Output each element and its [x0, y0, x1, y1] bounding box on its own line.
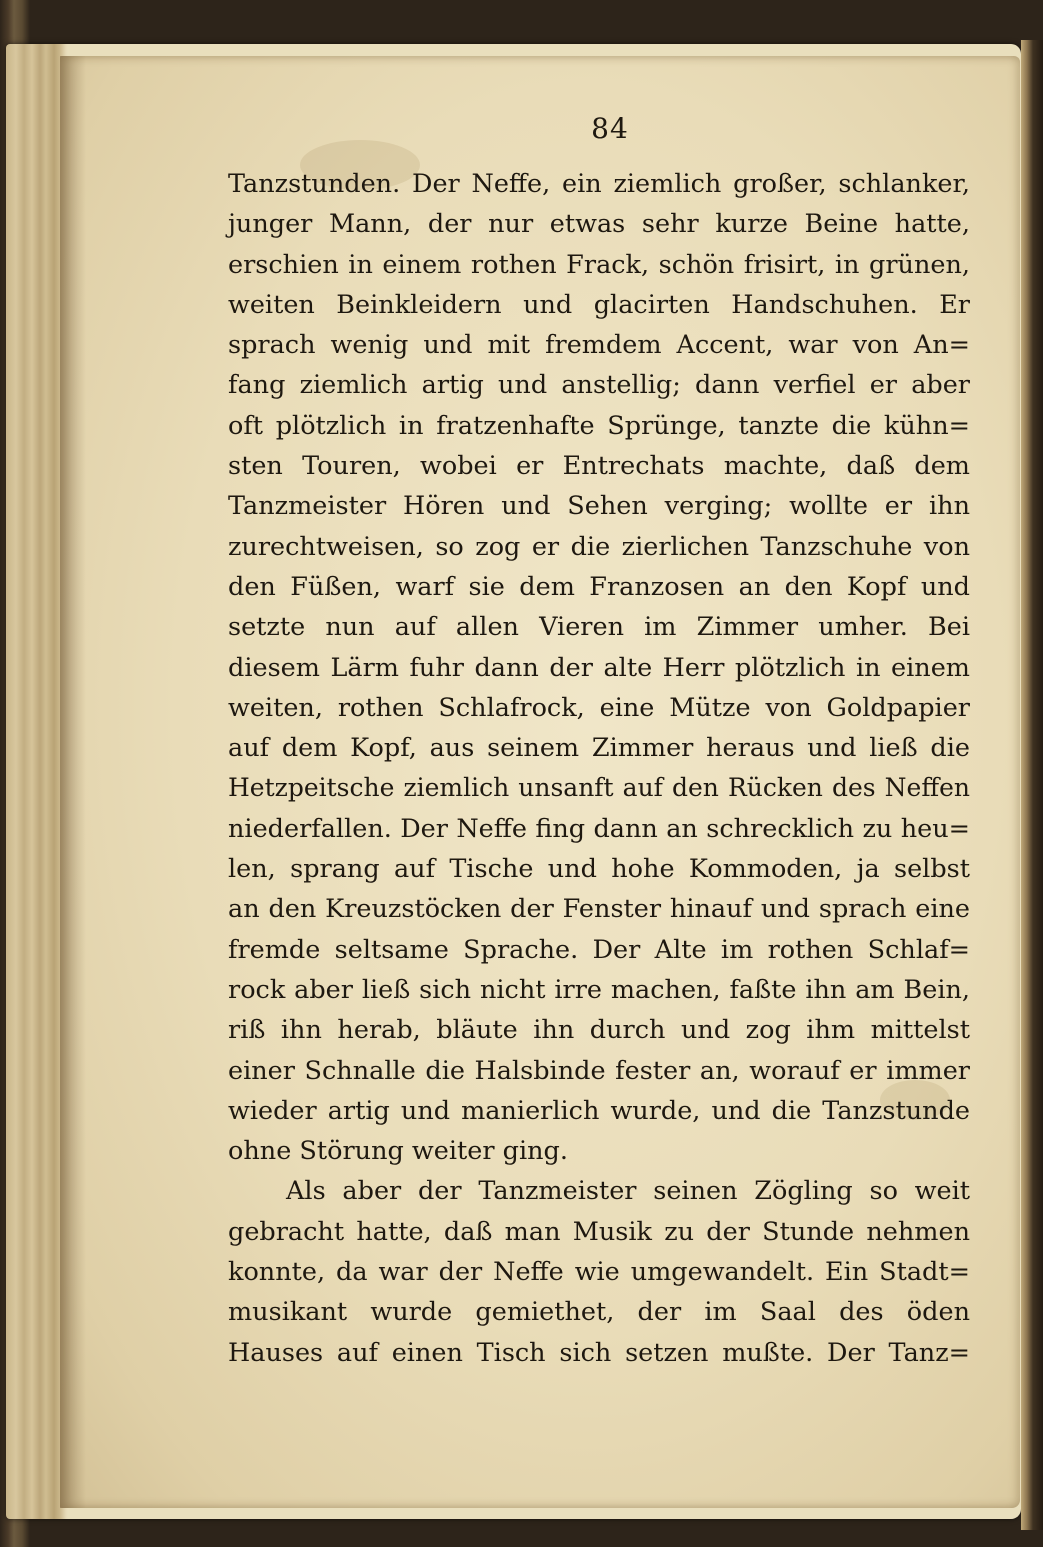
spine-shadow [60, 56, 86, 1508]
text-line: weiten, rothen Schlafrock, eine Mütze von Goldpapier [228, 692, 970, 723]
text-line: len, sprang auf Tische und hohe Kommoden, ja selbst [228, 854, 970, 885]
text-line: weiten Beinkleidern und glacirten Handschuhen. Er [228, 289, 970, 320]
text-line: setzte nun auf allen Vieren im Zimmer umher. Bei [228, 612, 970, 643]
text-line: rock aber ließ sich nicht irre machen, faßte ihn am Bein, [228, 974, 970, 1005]
text-line: sprach wenig und mit fremdem Accent, war von An= [228, 330, 970, 361]
text-line: erschien in einem rothen Frack, schön frisirt, in grünen, [228, 249, 970, 280]
text-line: Hauses auf einen Tisch sich setzen mußte. Der Tanz= [228, 1337, 970, 1368]
text-line: oft plötzlich in fratzenhafte Sprünge, tanzte die kühn= [228, 410, 970, 441]
text-line: wieder artig und manierlich wurde, und die Tanzstunde [228, 1095, 970, 1126]
text-line: ohne Störung weiter ging. [228, 1136, 568, 1167]
text-line: Tanzstunden. Der Neffe, ein ziemlich großer, schlanker, [228, 169, 970, 199]
text-line: junger Mann, der nur etwas sehr kurze Beine hatte, [228, 209, 970, 240]
text-line: gebracht hatte, daß man Musik zu der Stunde nehmen [228, 1216, 970, 1247]
text-line: Als aber der Tanzmeister seinen Zögling so weit [286, 1176, 970, 1207]
text-line: musikant wurde gemiethet, der im Saal des öden [228, 1297, 970, 1328]
text-line: Hetzpeitsche ziemlich unsanft auf den Rücken des Neffen [228, 773, 970, 803]
text-line: Tanzmeister Hören und Sehen verging; wollte er ihn [228, 491, 970, 522]
text-line: fremde seltsame Sprache. Der Alte im rothen Schlaf= [228, 934, 970, 965]
text-line: sten Touren, wobei er Entrechats machte, daß dem [228, 451, 970, 482]
page-number: 84 [591, 112, 629, 145]
text-line: konnte, da war der Neffe wie umgewandelt. Ein Stadt= [228, 1257, 970, 1288]
text-line: an den Kreuzstöcken der Fenster hinauf und sprach eine [228, 894, 970, 925]
text-line: auf dem Kopf, aus seinem Zimmer heraus und ließ die [228, 733, 970, 764]
text-line: riß ihn herab, bläute ihn durch und zog ihm mittelst [228, 1015, 970, 1046]
text-line: zurechtweisen, so zog er die zierlichen Tanzschuhe von [228, 531, 970, 562]
text-line: einer Schnalle die Halsbinde fester an, worauf er immer [228, 1055, 970, 1086]
book-cover-edge [1021, 40, 1043, 1530]
text-line: diesem Lärm fuhr dann der alte Herr plötzlich in einem [228, 652, 970, 683]
text-line: niederfallen. Der Neffe fing dann an schrecklich zu heu= [228, 813, 970, 844]
text-line: fang ziemlich artig und anstellig; dann verfiel er aber [228, 370, 970, 401]
body-text [228, 164, 970, 1373]
text-line: den Füßen, warf sie dem Franzosen an den Kopf und [228, 571, 970, 602]
